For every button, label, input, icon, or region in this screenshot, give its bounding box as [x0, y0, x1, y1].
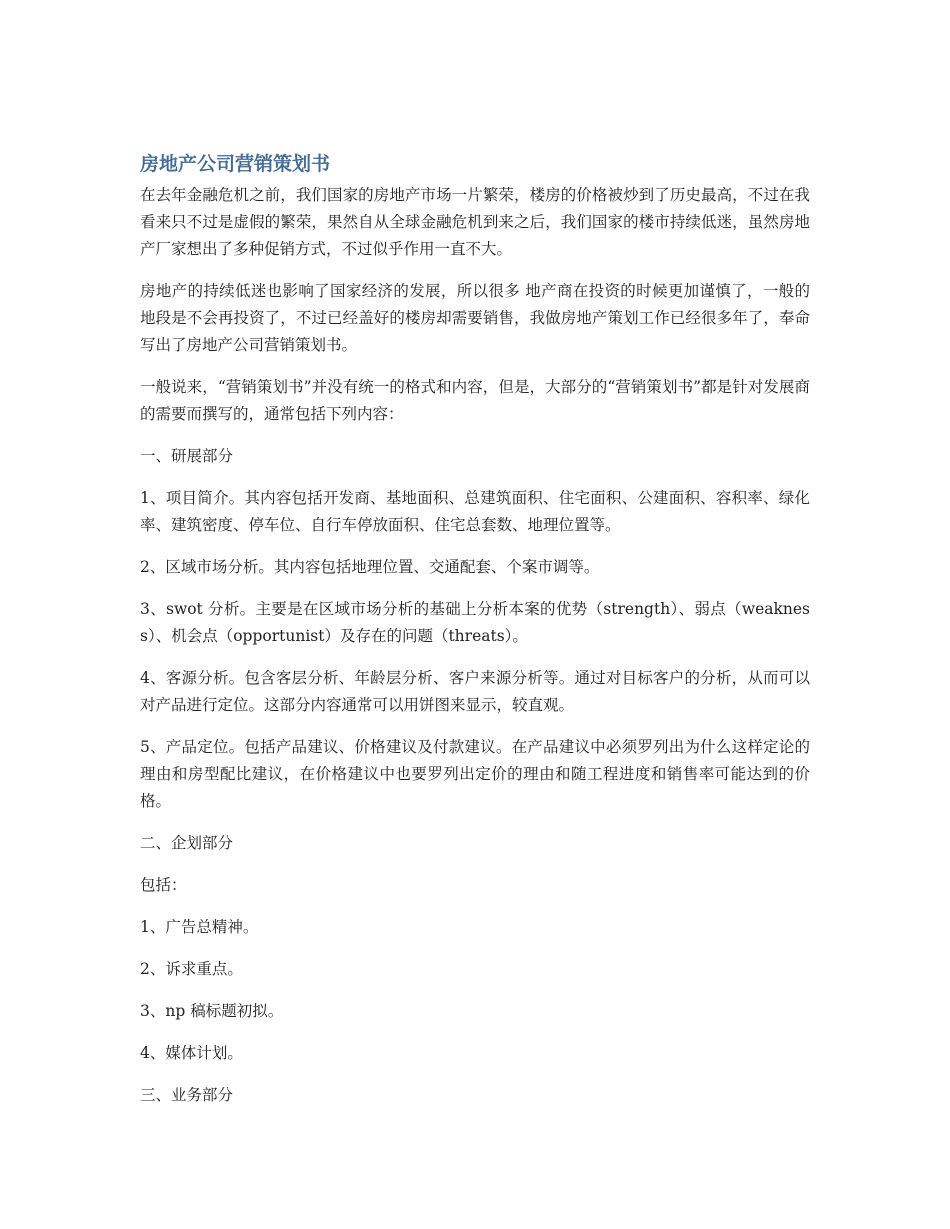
document-title: 房地产公司营销策划书	[140, 153, 331, 175]
list-item-np-headline: 3、np 稿标题初拟。	[140, 1002, 284, 1020]
section-heading-business: 三、业务部分	[140, 1086, 234, 1104]
list-item-project-intro: 1、项目简介。其内容包括开发商、基地面积、总建筑面积、住宅面积、公建面积、容积率、绿化率、建筑密度、停车位、自行车停放面积、住宅总套数、地理位置等。	[140, 489, 810, 534]
paragraph-includes: 包括：	[140, 876, 187, 894]
section-heading-research: 一、研展部分	[140, 447, 234, 465]
list-item-swot: 3、swot 分析。主要是在区域市场分析的基础上分析本案的优势（strength）、弱点（weakness）、机会点（opportunist）及存在的问题（threats）。	[140, 600, 810, 645]
list-item-appeal-points: 2、诉求重点。	[140, 960, 243, 978]
section-heading-planning: 二、企划部分	[140, 834, 234, 852]
list-item-customer-analysis: 4、客源分析。包含客层分析、年龄层分析、客户来源分析等。通过对目标客户的分析，从而可以对产品进行定位。这部分内容通常可以用饼图来显示，较直观。	[140, 669, 810, 714]
list-item-market-analysis: 2、区域市场分析。其内容包括地理位置、交通配套、个案市调等。	[140, 558, 600, 576]
paragraph-overview: 一般说来，“营销策划书”并没有统一的格式和内容，但是，大部分的“营销策划书”都是针对发展商的需要而撰写的，通常包括下列内容：	[140, 378, 810, 423]
list-item-ad-spirit: 1、广告总精神。	[140, 918, 259, 936]
paragraph-background: 房地产的持续低迷也影响了国家经济的发展，所以很多 地产商在投资的时候更加谨慎了，一般的地段是不会再投资了，不过已经盖好的楼房却需要销售，我做房地产策划工作已经很多年了，奉命写出了房地产公司营销策划书。	[140, 282, 810, 354]
list-item-product-positioning: 5、产品定位。包括产品建议、价格建议及付款建议。在产品建议中必须罗列出为什么这样定论的理由和房型配比建议，在价格建议中也要罗列出定价的理由和随工程进度和销售率可能达到的价格。	[140, 738, 810, 810]
document-page	[140, 150, 810, 1124]
list-item-media-plan: 4、媒体计划。	[140, 1044, 243, 1062]
paragraph-intro: 在去年金融危机之前，我们国家的房地产市场一片繁荣，楼房的价格被炒到了历史最高，不过在我看来只不过是虚假的繁荣，果然自从全球金融危机到来之后，我们国家的楼市持续低迷，虽然房地产厂家想出了多种促销方式，不过似乎作用一直不大。	[140, 186, 810, 258]
